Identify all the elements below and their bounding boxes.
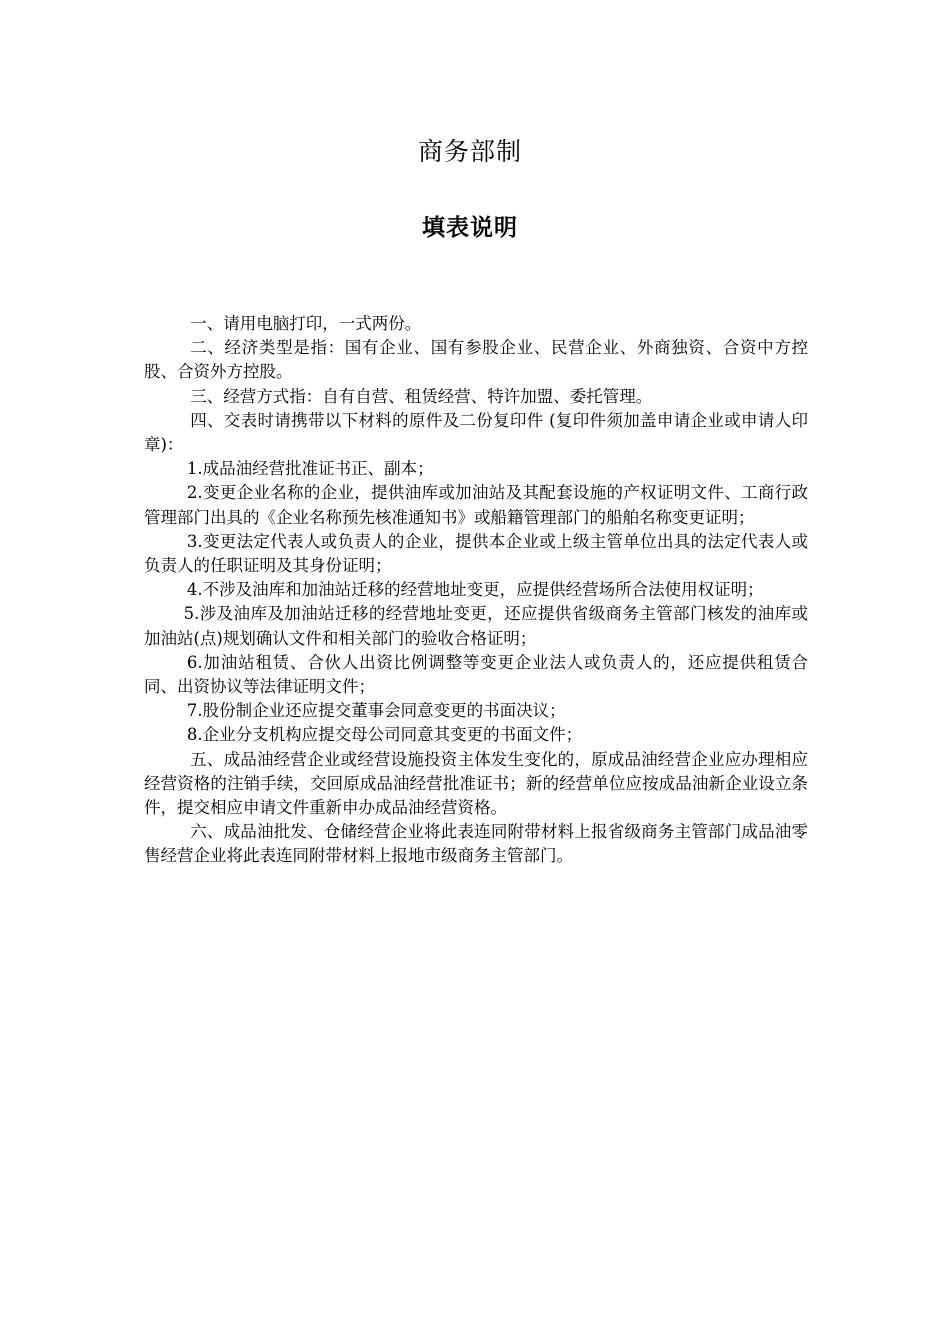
material-item-4: 4.不涉及油库和加油站迁移的经营地址变更，应提供经营场所合法使用权证明；: [186, 580, 764, 600]
issuer-line: 商务部制: [417, 137, 522, 166]
material-item-2: 2.变更企业名称的企业，提供油库或加油站及其配套设施的产权证明文件、工商行政管理部门出具的《企业名称预先核准通知书》或船籍管理部门的船舶名称变更证明；: [144, 483, 808, 527]
material-item-5: 5.涉及油库及加油站迁移的经营地址变更，还应提供省级商务主管部门核发的油库或加油站(点)规划确认文件和相关部门的验收合格证明；: [144, 604, 808, 648]
instruction-paragraph-4: 四、交表时请携带以下材料的原件及二份复印件 (复印件须加盖申请企业或申请人印章)：: [144, 410, 808, 455]
material-item-8: 8.企业分支机构应提交母公司同意其变更的书面文件；: [186, 725, 583, 745]
instructions-body: [144, 312, 808, 869]
material-item-6: 6.加油站租赁、合伙人出资比例调整等变更企业法人或负责人的，还应提供租赁合同、出资协议等法律证明文件；: [144, 652, 808, 697]
material-item-3: 3.变更法定代表人或负责人的企业，提供本企业或上级主管单位出具的法定代表人或负责人的任职证明及其身份证明；: [144, 531, 808, 576]
instruction-paragraph-1: 一、请用电脑打印，一式两份。: [190, 314, 422, 333]
instruction-paragraph-3: 三、经营方式指：自有自营、租赁经营、特许加盟、委托管理。: [190, 386, 653, 406]
material-item-7: 7.股份制企业还应提交董事会同意变更的书面决议；: [186, 701, 566, 721]
instruction-paragraph-5: 五、成品油经营企业或经营设施投资主体发生变化的，原成品油经营企业应办理相应经营资格的注销手续，交回原成品油经营批准证书；新的经营单位应按成品油新企业设立条件，提交相应申请文件重新申办成品油经营资格。: [144, 749, 808, 818]
instruction-paragraph-6: 六、成品油批发、仓储经营企业将此表连同附带材料上报省级商务主管部门成品油零售经营企业将此表连同附带材料上报地市级商务主管部门。: [144, 822, 808, 866]
instruction-paragraph-2: 二、经济类型是指：国有企业、国有参股企业、民营企业、外商独资、合资中方控股、合资外方控股。: [144, 338, 808, 382]
page-title: 填表说明: [422, 215, 518, 241]
material-item-1: 1.成品油经营批准证书正、副本；: [186, 459, 434, 479]
